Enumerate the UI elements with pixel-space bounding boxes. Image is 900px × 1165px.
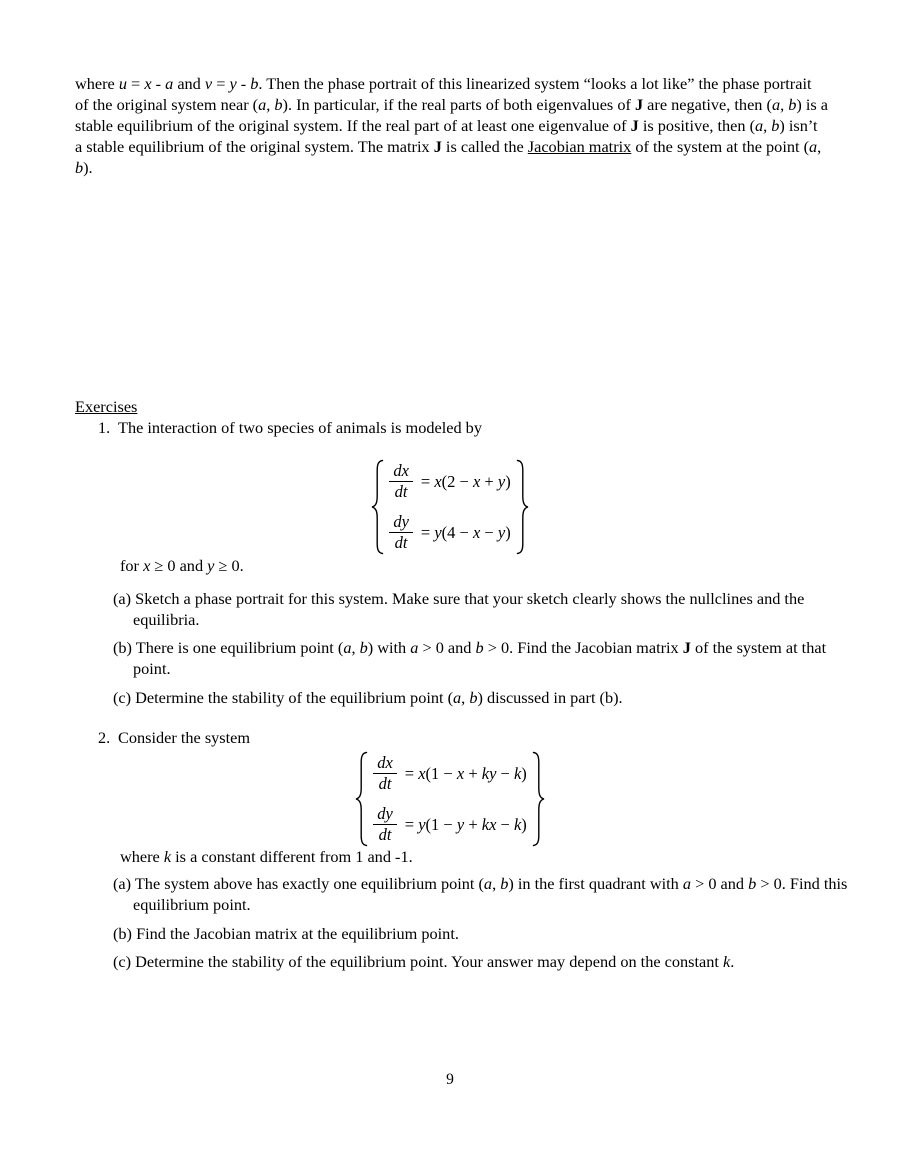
part-text: Determine the stability of the equilibrium point. Your answer may depend on the constant k. <box>135 952 735 971</box>
page-number: 9 <box>446 1071 454 1088</box>
part-label: (a) <box>113 589 132 608</box>
exercise-2-part-b <box>113 923 849 944</box>
exercise-1-part-b <box>113 637 849 679</box>
left-curly-brace-icon <box>369 459 385 555</box>
right-curly-brace-icon <box>515 459 531 555</box>
equation-row-1 <box>389 461 510 502</box>
exercise-2-number: 2. <box>98 728 111 747</box>
exercise-1-title <box>98 417 482 438</box>
fraction-numerator: dy <box>373 804 397 825</box>
fraction-denominator: dt <box>394 482 408 501</box>
fraction-denominator: dt <box>394 533 408 552</box>
fraction-dx-dt <box>389 461 413 502</box>
exercise-2-part-c <box>113 951 849 972</box>
equation-row-2 <box>389 512 510 553</box>
left-curly-brace-icon <box>353 751 369 847</box>
part-label: (c) <box>113 952 132 971</box>
fraction-numerator: dx <box>373 753 397 774</box>
fraction-denominator: dt <box>378 825 392 844</box>
equation-rhs: = x(1 − x + ky − k) <box>404 763 527 783</box>
part-text: Determine the stability of the equilibrium point (a, b) discussed in part (b). <box>135 688 623 707</box>
exercise-2-title-text: Consider the system <box>118 728 251 747</box>
exercise-2-title <box>98 727 250 748</box>
fraction-denominator: dt <box>378 774 392 793</box>
exercise-1-domain: for x ≥ 0 and y ≥ 0. <box>120 556 244 575</box>
fraction-numerator: dy <box>389 512 413 533</box>
part-label: (b) <box>113 638 132 657</box>
equation-rhs: = x(2 − x + y) <box>420 471 511 491</box>
fraction-dx-dt <box>373 753 397 794</box>
fraction-dy-dt <box>373 804 397 845</box>
exercise-1-title-text: The interaction of two species of animals is modeled by <box>118 418 482 437</box>
part-label: (a) <box>113 874 132 893</box>
exercise-1-part-a <box>113 588 849 630</box>
exercises-heading: Exercises <box>75 397 138 416</box>
exercise-2-note: where k is a constant different from 1 and -1. <box>120 847 413 866</box>
part-text: The system above has exactly one equilibrium point (a, b) in the first quadrant with a > 0 and b > 0. Find this equilibrium point. <box>133 874 848 914</box>
exercise-1-part-c <box>113 687 849 708</box>
fraction-dy-dt <box>389 512 413 553</box>
equation-rhs: = y(4 − x − y) <box>420 522 511 542</box>
intro-paragraph: where u = x - a and v = y - b. Then the phase portrait of this linearized system “looks a lot like” the phase portrait of the original system near (a, b). In particular, if the real parts of both eigenvalues of J are negative, then (a, b) is a stable equilibrium of the original system. If the real part of at least one eigenvalue of J is positive, then (a, b) isn’t a stable equilibrium of the original system. The matrix J is called the Jacobian matrix of the system at the point (a, b). <box>75 74 829 177</box>
part-text: Find the Jacobian matrix at the equilibrium point. <box>136 924 459 943</box>
right-curly-brace-icon <box>531 751 547 847</box>
exercise-2-part-a <box>113 873 849 915</box>
fraction-numerator: dx <box>389 461 413 482</box>
equation-rows <box>373 753 527 845</box>
equation-row-2 <box>373 804 527 845</box>
equation-system-1 <box>0 459 900 555</box>
equation-system-2 <box>0 751 900 847</box>
part-label: (b) <box>113 924 132 943</box>
part-text: Sketch a phase portrait for this system. Make sure that your sketch clearly shows the nullclines and the equilibria. <box>133 589 805 629</box>
part-text: There is one equilibrium point (a, b) with a > 0 and b > 0. Find the Jacobian matrix J of the system at that point. <box>133 638 827 678</box>
equation-row-1 <box>373 753 527 794</box>
part-label: (c) <box>113 688 132 707</box>
equation-rows <box>389 461 510 553</box>
exercise-1-number: 1. <box>98 418 111 437</box>
equation-rhs: = y(1 − y + kx − k) <box>404 814 527 834</box>
